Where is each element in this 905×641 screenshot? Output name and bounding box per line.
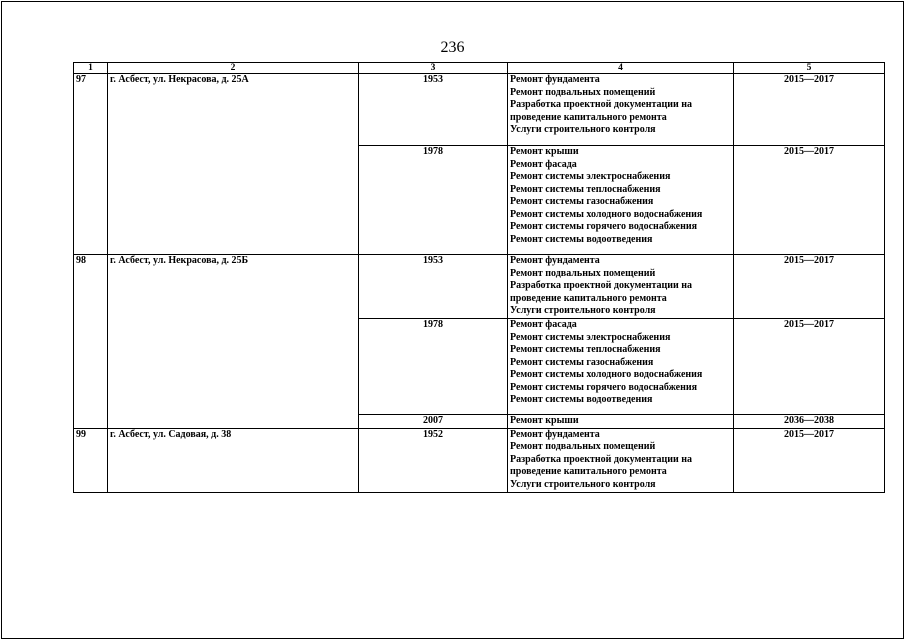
row-year: 1978 (359, 319, 508, 415)
document-page (1, 1, 904, 639)
work-item: Ремонт подвальных помещений (510, 267, 656, 279)
row-period: 2015—2017 (734, 428, 885, 492)
row-number: 97 (74, 74, 108, 255)
work-item: проведение капитального ремонта (510, 466, 667, 477)
row-works (508, 428, 734, 492)
header-row (74, 63, 885, 74)
work-item: Ремонт системы холодного водоснабжения (510, 208, 703, 220)
work-item: Ремонт системы теплоснабжения (510, 183, 661, 195)
work-item: Ремонт системы водоотведения (510, 394, 653, 405)
work-item: Ремонт фундамента (510, 255, 600, 266)
work-item: Ремонт системы газоснабжения (510, 356, 654, 368)
header-cell-5: 5 (734, 63, 885, 74)
work-item: Разработка проектной документации на (510, 280, 693, 291)
row-number: 99 (74, 428, 108, 492)
row-year: 1953 (359, 74, 508, 146)
work-item: Ремонт системы теплоснабжения (510, 344, 661, 355)
work-item: Разработка проектной документации на (510, 99, 693, 110)
row-works (508, 255, 734, 319)
row-address: г. Асбест, ул. Садовая, д. 38 (108, 428, 359, 492)
row-year: 2007 (359, 415, 508, 429)
row-period: 2015—2017 (734, 74, 885, 146)
work-item: Ремонт системы электроснабжения (510, 331, 671, 343)
work-item: проведение капитального ремонта (510, 111, 667, 123)
work-item: Ремонт системы горячего водоснабжения (510, 221, 698, 232)
work-item: Ремонт подвальных помещений (510, 441, 656, 452)
row-year: 1978 (359, 146, 508, 255)
work-item: Ремонт системы электроснабжения (510, 171, 671, 182)
work-item: Ремонт системы газоснабжения (510, 196, 654, 207)
table-body (74, 74, 885, 493)
work-item: Ремонт крыши (510, 146, 579, 157)
header-cell-1: 1 (74, 63, 108, 74)
work-item: Ремонт фундамента (510, 428, 600, 440)
row-period: 2036—2038 (734, 415, 885, 429)
row-works (508, 415, 734, 429)
work-item: Ремонт подвальных помещений (510, 86, 656, 98)
header-cell-3: 3 (359, 63, 508, 74)
table-row (74, 255, 885, 319)
work-item: Ремонт фасада (510, 158, 577, 170)
work-item: Ремонт фундамента (510, 74, 600, 85)
row-address: г. Асбест, ул. Некрасова, д. 25Б (108, 255, 359, 429)
work-item: Ремонт системы горячего водоснабжения (510, 381, 698, 393)
row-year: 1952 (359, 428, 508, 492)
work-item: Ремонт фасада (510, 319, 577, 330)
row-period: 2015—2017 (734, 146, 885, 255)
table-header (74, 63, 885, 74)
work-item: Ремонт крыши (510, 415, 579, 426)
work-item: Услуги строительного контроля (510, 124, 656, 135)
work-item: Ремонт системы водоотведения (510, 233, 653, 245)
table-row (74, 74, 885, 146)
header-cell-4: 4 (508, 63, 734, 74)
row-period: 2015—2017 (734, 255, 885, 319)
work-item: проведение капитального ремонта (510, 292, 667, 304)
row-year: 1953 (359, 255, 508, 319)
row-number: 98 (74, 255, 108, 429)
work-item: Разработка проектной документации на (510, 453, 693, 465)
row-works (508, 319, 734, 415)
table-row (74, 428, 885, 492)
work-item: Услуги строительного контроля (510, 305, 656, 316)
row-address: г. Асбест, ул. Некрасова, д. 25А (108, 74, 359, 255)
row-period: 2015—2017 (734, 319, 885, 415)
work-item: Услуги строительного контроля (510, 478, 656, 490)
repair-schedule-table (73, 62, 885, 493)
page-number: 236 (440, 39, 465, 56)
work-item: Ремонт системы холодного водоснабжения (510, 369, 703, 380)
header-cell-2: 2 (108, 63, 359, 74)
row-works (508, 74, 734, 146)
row-works (508, 146, 734, 255)
